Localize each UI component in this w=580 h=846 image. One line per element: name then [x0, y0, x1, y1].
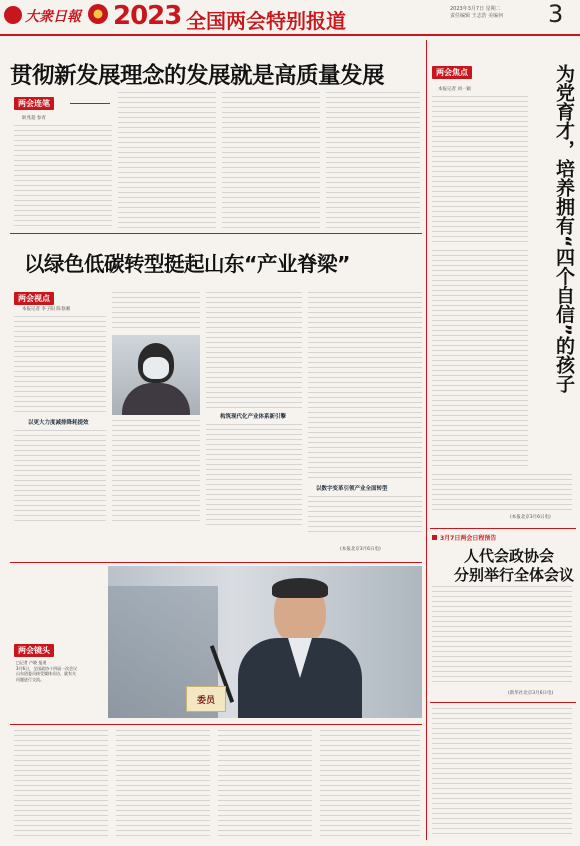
date-line: 2023年3月7日 星期二	[450, 6, 501, 12]
article-3-footer: (本报北京3月6日电)	[510, 515, 551, 520]
right-column-border	[426, 40, 427, 840]
photo-section-tag	[14, 644, 54, 657]
article-2-section-tag	[14, 292, 54, 305]
divider-3	[10, 724, 422, 725]
divider-4	[430, 528, 576, 529]
article-1-byline: 耿兆超 参青	[22, 116, 46, 121]
body-shape	[122, 383, 190, 415]
delegate-photo-woman	[112, 335, 200, 415]
divider-2	[10, 562, 422, 563]
article-2-body-col1	[14, 316, 106, 414]
section-tag-label: 两会镜头	[14, 644, 54, 657]
article-4-kicker-text: 3月7日两会日程预告	[440, 535, 497, 542]
nameplate	[186, 686, 226, 712]
article-4-footer: (新华社北京3月6日电)	[508, 691, 554, 696]
article-4-kicker	[432, 533, 496, 542]
article-3-section-tag	[432, 66, 472, 79]
article-2-subhead-2: 构筑现代化产业体系新引擎	[220, 414, 287, 420]
emblem-icon	[88, 4, 108, 24]
article-1-body-col1	[14, 125, 112, 230]
article-3-byline: 本报记者 刘一颖	[438, 87, 471, 92]
face-mask-shape	[143, 357, 169, 379]
article-2-footer: (本报北京3月6日电)	[340, 547, 381, 552]
article-3-body-tail	[432, 474, 572, 510]
right-bottom-body	[432, 708, 572, 836]
paper-name: 大衆日報	[25, 9, 81, 25]
bottom-body-col3	[218, 730, 312, 836]
speaker-hair	[272, 578, 328, 598]
paper-logo	[4, 6, 22, 24]
red-square-icon	[432, 535, 437, 540]
article-1-body-col3	[222, 92, 320, 230]
section-tag-label: 两会连笔	[14, 97, 54, 110]
article-2-body-col3-bottom	[206, 424, 302, 525]
bottom-body-col4	[320, 730, 420, 836]
article-1-headline: 贯彻新发展理念的发展就是高质量发展	[10, 63, 385, 89]
article-2-subhead-1: 以更大力度减排降耗提效	[28, 420, 89, 426]
article-3-body-top	[432, 96, 528, 246]
article-1-body-col4	[326, 92, 420, 230]
divider-1	[10, 233, 422, 234]
bottom-body-col1	[14, 730, 108, 836]
article-2-headline: 以绿色低碳转型挺起山东“产业脊梁”	[24, 252, 350, 276]
article-1-section-tag	[14, 97, 54, 110]
article-2-body-col2-top	[112, 292, 200, 332]
nameplate-text: 委员	[196, 695, 215, 706]
divider-5	[430, 702, 576, 703]
article-1-tag-rule	[70, 103, 110, 104]
article-2-subhead-3: 以数字变革引领产业全面转型	[316, 486, 388, 492]
article-4-headline-1: 人代会政协会	[464, 547, 555, 565]
photo-caption	[16, 660, 104, 682]
article-2-body-col3-top	[206, 292, 302, 410]
editor-line: 责任编辑 王志浩 美编何	[450, 13, 504, 19]
header-rule	[0, 34, 580, 36]
caption-line: 3月6日，全国政协十四届一次会议	[16, 665, 78, 671]
article-2-body-col2-bottom	[112, 420, 200, 525]
article-3-headline: 为党育才，培养拥有“四个自信”的孩子	[553, 64, 575, 393]
banner-title: 全国两会特别报道	[186, 9, 346, 33]
masthead	[0, 0, 580, 36]
banner-year: 2023	[113, 1, 182, 31]
article-4-body	[432, 586, 572, 686]
bottom-body-col2	[116, 730, 210, 836]
section-tag-label: 两会焦点	[432, 66, 472, 79]
article-2-body-col4-top	[308, 292, 422, 480]
article-1-body-col2	[118, 92, 216, 230]
article-2-body-col4-bottom	[308, 496, 422, 536]
article-3-body-bottom	[432, 250, 528, 470]
article-4-headline-2: 分别举行全体会议	[454, 566, 575, 584]
speaker-photo	[108, 566, 422, 718]
article-2-byline: 本报记者 李子阳 陈春湘	[22, 307, 70, 312]
section-tag-label: 两会视点	[14, 292, 54, 305]
article-2-body-col1b	[14, 430, 106, 525]
caption-line: 山东团委员接受媒体采访，就有关	[16, 671, 76, 676]
caption-line: □记者 卢晓 报道	[16, 660, 47, 665]
caption-line: 问题进行交流。	[16, 676, 44, 682]
page-number: 3	[548, 0, 564, 28]
